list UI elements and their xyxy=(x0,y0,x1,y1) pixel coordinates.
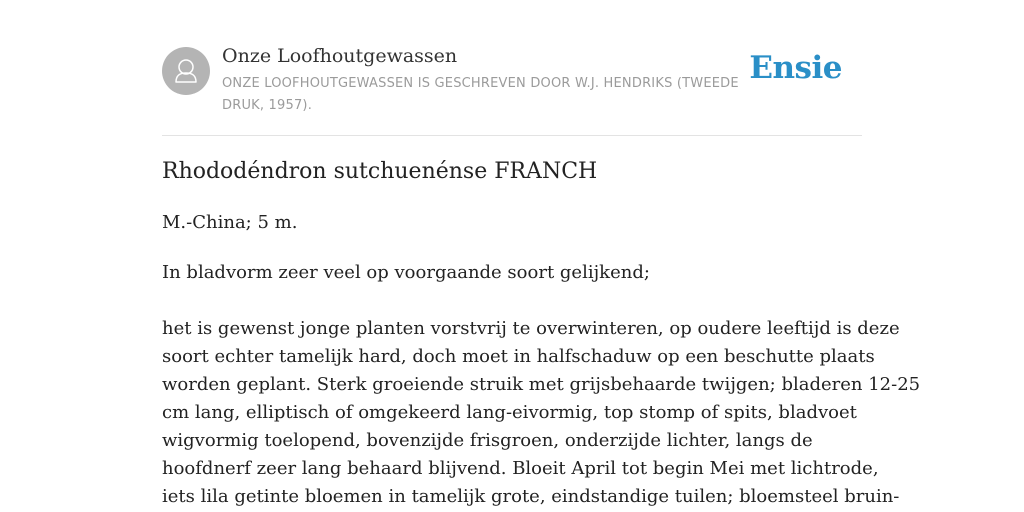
entry-body xyxy=(162,259,921,511)
paragraph-line: het is gewenst jonge planten vorstvrij te overwinteren, op oudere leeftijd is deze xyxy=(162,318,900,339)
user-icon xyxy=(162,47,210,95)
paragraph-line: wigvormig toelopend, bovenzijde frisgroen, onderzijde lichter, langs de xyxy=(162,430,813,451)
entry-meta: M.-China; 5 m. xyxy=(162,212,298,233)
page-container xyxy=(162,0,921,507)
entry-paragraph: In bladvorm zeer veel op voorgaande soort gelijkend; xyxy=(162,262,650,283)
book-header xyxy=(162,0,862,136)
paragraph-line: hoofdnerf zeer lang behaard blijvend. Bloeit April tot begin Mei met lichtrode, xyxy=(162,458,879,479)
book-title[interactable]: Onze Loofhoutgewassen xyxy=(222,45,458,67)
author-avatar[interactable] xyxy=(162,47,210,95)
entry-paragraph xyxy=(162,315,921,511)
paragraph-line: iets lila getinte bloemen in tamelijk grote, eindstandige tuilen; bloemsteel bruin- xyxy=(162,486,900,507)
paragraph-line: cm lang, elliptisch of omgekeerd lang-eivormig, top stomp of spits, bladvoet xyxy=(162,402,857,423)
book-description: ONZE LOOFHOUTGEWASSEN IS GESCHREVEN DOOR W.J. HENDRIKS (TWEEDE DRUK, 1957). xyxy=(222,76,739,113)
ensie-logo[interactable]: Ensie xyxy=(749,50,842,86)
paragraph-line: soort echter tamelijk hard, doch moet in halfschaduw op een beschutte plaats xyxy=(162,346,875,367)
paragraph-line: worden geplant. Sterk groeiende struik met grijsbehaarde twijgen; bladeren 12-25 xyxy=(162,374,921,395)
entry-title: Rhododéndron sutchuenénse FRANCH xyxy=(162,159,598,184)
